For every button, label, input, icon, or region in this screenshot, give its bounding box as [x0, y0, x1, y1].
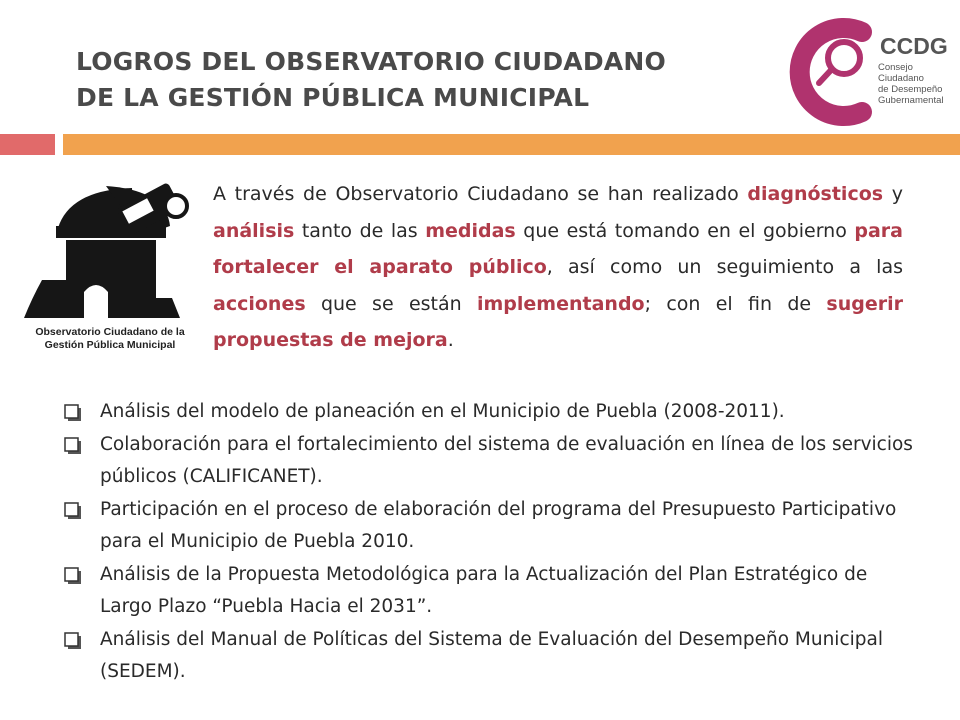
list-item [64, 624, 914, 689]
intro-text: que está tomando en el gobierno [515, 219, 855, 242]
list-item-text: Colaboración para el fortalecimiento del sistema de evaluación en línea de los servicios públicos (CALIFICANET). [100, 433, 913, 487]
list-item-text: Análisis del Manual de Políticas del Sistema de Evaluación del Desempeño Municipal (SEDEM). [100, 628, 883, 682]
list-item [64, 494, 914, 559]
intro-highlight: acciones [213, 292, 306, 315]
achievements-list [64, 396, 914, 689]
checkbox-bullet-icon [64, 632, 82, 650]
intro-text: que se están [305, 292, 477, 315]
page-title [76, 44, 716, 116]
list-item [64, 429, 914, 494]
intro-highlight: sugerir propuestas de mejora [213, 292, 903, 351]
checkbox-bullet-icon [64, 437, 82, 455]
ccdg-logo [780, 12, 958, 130]
intro-text: , así como un seguimiento a las [546, 256, 903, 278]
list-item [64, 396, 914, 429]
list-item-text: Participación en el proceso de elaboración del programa del Presupuesto Participativo para el Municipio de Puebla 2010. [100, 498, 897, 552]
checkbox-bullet-icon [64, 502, 82, 520]
title-line-1: LOGROS DEL OBSERVATORIO CIUDADANO [76, 47, 666, 76]
intro-highlight: para fortalecer el aparato público [213, 219, 903, 278]
intro-text: tanto de las [294, 219, 426, 242]
intro-paragraph [213, 176, 903, 359]
observatory-caption-line-1: Observatorio Ciudadano de la [35, 326, 185, 338]
title-line-2: DE LA GESTIÓN PÚBLICA MUNICIPAL [76, 83, 590, 112]
accent-bar-red [0, 134, 55, 155]
checkbox-bullet-icon [64, 404, 82, 422]
observatory-caption-line-2: Gestión Pública Municipal [44, 339, 176, 351]
checkbox-bullet-icon [64, 567, 82, 585]
ccdg-subtitle-2: Ciudadano [878, 73, 924, 84]
intro-text: A través de Observatorio Ciudadano se han realizado [213, 183, 748, 205]
intro-highlight: análisis [213, 219, 295, 242]
intro-text: ; con el fin de [644, 292, 827, 315]
ccdg-acronym: CCDG [880, 33, 948, 59]
list-item [64, 559, 914, 624]
intro-highlight: implementando [477, 292, 645, 315]
ccdg-subtitle-3: de Desempeño [878, 84, 943, 95]
observatory-caption [28, 326, 192, 352]
list-item-text: Análisis del modelo de planeación en el Municipio de Puebla (2008-2011). [100, 401, 785, 422]
list-item-text: Análisis de la Propuesta Metodológica para la Actualización del Plan Estratégico de Largo Plazo “Puebla Hacia el 2031”. [100, 563, 868, 617]
ccdg-subtitle-1: Consejo [878, 62, 913, 73]
intro-highlight: medidas [425, 219, 516, 242]
ccdg-subtitle-4: Gubernamental [878, 95, 944, 106]
intro-text: . [447, 329, 454, 351]
accent-bar-orange [63, 134, 960, 155]
intro-highlight: diagnósticos [747, 183, 884, 205]
intro-text: y [883, 183, 903, 205]
